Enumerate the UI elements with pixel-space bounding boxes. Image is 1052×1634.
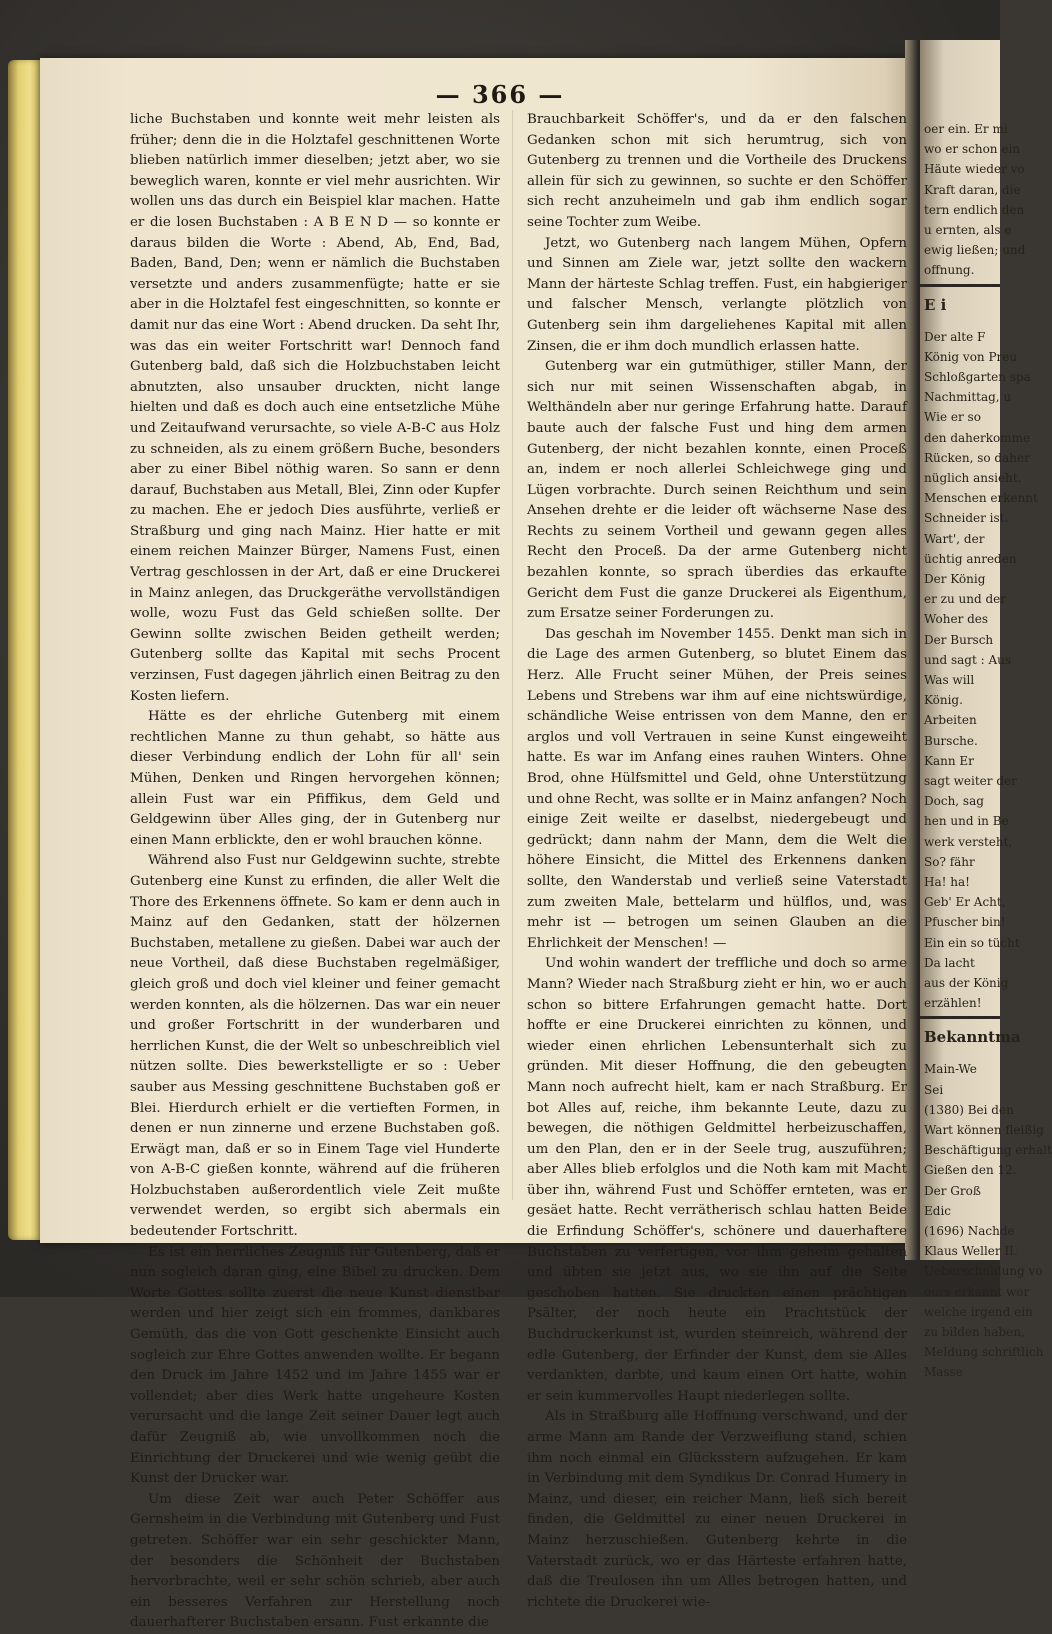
facing-page-line: offnung. <box>924 263 975 278</box>
facing-page-line: erzählen! <box>924 996 982 1011</box>
facing-page-line: Schloßgarten spa <box>924 370 1031 384</box>
facing-page-line: (1380) Bei den <box>924 1102 1014 1117</box>
column-divider <box>512 110 513 1200</box>
facing-page-line: Wie er so <box>924 410 981 425</box>
facing-page-line: werk versteht, <box>924 834 1013 849</box>
facing-page-line: Geb' Er Acht, <box>924 895 1006 910</box>
facing-page-line: Der alte F <box>924 329 986 344</box>
facing-page-line: Kann Er <box>924 753 974 768</box>
facing-page-line: Wart', der <box>924 531 985 546</box>
section-rule <box>920 284 1000 287</box>
facing-page-line: welche irgend ein <box>924 1304 1033 1319</box>
facing-page-line: Der König <box>924 572 986 586</box>
book-page-edges <box>8 60 44 1240</box>
facing-page-line: Klaus Weller II. <box>924 1244 1018 1259</box>
paragraph: Und wohin wandert der treffliche und doch so arme Mann? Wieder nach Straßburg zieht er hin, wo er auch schon so bittere Erfahrungen gemacht hatte. Dort hoffte er eine Druckerei einrichten zu können, und wieder einen ehrlichen Lebensunterhalt sich zu gründen. Mit dieser Hoffnung, die den gebeugten Mann noch aufrecht hielt, kam er nach Straßburg. Er bot Alles auf, reiche, ihm bekannte Leute, dazu zu bewegen, die nöthigen Geldmittel herbeizuschaffen, um den Plan, den er in der Seele trug, auszuführen; aber Alles blieb erfolglos und die Noth kam mit Macht über ihn, während Fust und Schöffer ernteten, was er gesäet hatte. Recht verrätherisch schlau hatten Beide die Erfindung Schöffer's, schönere und dauerhaftere Buchstaben zu verfertigen, vor ihm geheim gehalten und übten sie jetzt aus, wo sie ihn auf die Seite geschoben hatten. Sie druckten einen prächtigen Psälter, der noch heute ein Prachtstück der Buchdruckerkunst ist, wurden steinreich, während der edle Gutenberg, der Erfinder der Kunst, dem sie Alles verdankten, darbte, und kaum einen Ort hatte, wohin er sein kummervolles Haupt niederlegen sollte. <box>527 956 907 1404</box>
paragraph: Brauchbarkeit Schöffer's, und da er den falschen Gedanken schon mit sich herumtrug, sich von Gutenberg zu trennen und die Vortheile des Druckens allein für sich zu gewinnen, so suchte er den Schöffer sich recht anzuheimeln und gab ihm endlich sogar seine Tochter zum Weibe. <box>527 112 907 230</box>
facing-page-line: Menschen erkennt <box>924 491 1038 506</box>
facing-page-line: wo er schon ein <box>924 142 1021 157</box>
facing-page-line: Pfuscher bin! <box>924 915 1006 930</box>
facing-page-line: oer ein. Er mi <box>924 122 1008 136</box>
paragraph: liche Buchstaben und konnte weit mehr leisten als früher; denn die in die Holztafel geschnittenen Worte blieben natürlich immer dieselben; jetzt aber, wo sie beweglich waren, konnte er viel mehr ausrichten. Wir wollen uns das durch ein Beispiel klar machen. Hatte er die losen Buchstaben : A B E N D — so konnte er daraus bilden die Worte : Abend, Ab, End, Bad, Baden, Band, Den; wenn er nämlich die Buchstaben versetzte und anders zusammenfügte; hatte er sie aber in die Holztafel fest eingeschnitten, so konnte er damit nur das eine Wort : Abend drucken. Da seht Ihr, was das ein weiter Fortschritt war! Dennoch fand Gutenberg bald, daß sich die Holzbuchstaben leicht abnutzten, also unsauber druckten, nicht lange hielten und daß es doch auch eine entsetzliche Mühe und Zeitaufwand verursachte, so viele A-B-C aus Holz zu schneiden, als zu einem größern Buche, besonders aber zu einer Bibel nöthig waren. So sann er denn darauf, Buchstaben aus Metall, Blei, Zinn oder Kupfer zu machen. Ehe er jedoch Dies ausführte, verließ er Straßburg und ging nach Mainz. Hier hatte er mit einem reichen Mainzer Bürger, Namens Fust, einen Vertrag geschlossen in der Art, daß er eine Druckerei in Mainz anlegen, das Druckgeräthe vervollständigen wolle, wozu Fust das Geld schießen sollte. Der Gewinn sollte zwischen Beiden getheilt werden; Gutenberg sollte das Kapital mit sechs Procent verzinsen, Fust dagegen jährlich einen Beitrag zu den Kosten liefern. <box>130 112 500 704</box>
paragraph: Gutenberg war ein gutmüthiger, stiller Mann, der sich nur mit seinen Wissenschaften abgab, in Welthändeln aber nur geringe Erfahrung hatte. Darauf baute auch der falsche Fust und hing dem armen Gutenberg, der nicht bezahlen konnte, einen Proceß an, indem er noch allerlei Schleichwege ging und Lügen vorbrachte. Durch seinen Reichthum und sein Ansehen drehte er die leider oft wächserne Nase des Rechts zu seinem Vortheil und gewann gegen alles Recht den Proceß. Da der arme Gutenberg nicht bezahlen konnte, so sprach überdies das erkaufte Gericht dem Fust die ganze Druckerei als Eigenthum, zum Ersatze seiner Forderungen zu. <box>527 359 907 622</box>
facing-page-fragment <box>920 40 1052 1380</box>
facing-page-line: Ha! ha! <box>924 875 970 889</box>
facing-page-line: ewig ließen; und <box>924 243 1026 258</box>
facing-page-line: Häute wieder vo <box>924 162 1025 177</box>
facing-page-line: tern endlich den <box>924 202 1025 217</box>
facing-page-line: Doch, sag <box>924 794 984 809</box>
facing-page-line: Woher des <box>924 612 989 627</box>
facing-page-line: Der Groß <box>924 1183 981 1198</box>
facing-page-line: Meldung schriftlich <box>924 1345 1044 1360</box>
section-rule <box>920 1016 1000 1019</box>
facing-page-line: hen und in Be <box>924 814 1009 829</box>
facing-page-line: Was will <box>924 673 975 687</box>
facing-page-line: ours erkannt wor <box>924 1284 1030 1299</box>
facing-page-line: und sagt : Aus <box>924 652 1011 667</box>
paragraph: Während also Fust nur Geldgewinn suchte, strebte Gutenberg eine Kunst zu erfinden, die aller Welt die Thore des Erkennens öffnete. So kam er denn auch in Mainz auf den Gedanken, statt der hölzernen Buchstaben, metallene zu gießen. Dabei war auch der neue Vortheil, daß diese Buchstaben regelmäßiger, gleich groß und doch viel kleiner und feiner gemacht werden konnten, als die hölzernen. Das war ein neuer und großer Fortschritt in der wunderbaren und herrlichen Kunst, die der Welt so unbeschreiblich viel nützen sollte. Dies bewerkstelligte er so : Ueber sauber aus Messing geschnittene Buchstaben goß er Blei. Hierdurch erhielt er die vertieften Formen, in denen er nun zinnerne und erzene Buchstaben goß. Erwägt man, daß er so in Einem Tage viel Hunderte von A-B-C gießen konnte, während auf die früheren Holzbuchstaben außerordentlich viele Zeit mußte verwendet werden, so ergibt sich abermals ein bedeutender Fortschritt. <box>130 853 500 1240</box>
facing-page-line: aus der König <box>924 976 1009 990</box>
paragraph: Als in Straßburg alle Hoffnung verschwand, und der arme Mann am Rande der Verzweiflung stand, schien ihm noch einmal ein Glücksstern aufzugehen. Er kam in Verbindung mit dem Syndikus Dr. Conrad Humery in Mainz, und dieser, ein reicher Mann, ließ sich bereit finden, die Geldmittel zu einer neuen Druckerei in Mainz herzuschießen. Gutenberg kehrte in die Vaterstadt zurück, wo er das Härteste erfahren hatte, daß die Treulosen ihn um Alles betrogen hatten, und richtete die Druckerei wie- <box>527 1409 907 1610</box>
facing-page-line: den daherkomme <box>924 430 1031 445</box>
facing-page-line: sagt weiter der <box>924 774 1017 788</box>
facing-page-line: Masse <box>924 1365 963 1380</box>
facing-page-line: Bursche. <box>924 733 978 748</box>
facing-page-line: Schneider ist. <box>924 511 1009 526</box>
paragraph: Hätte es der ehrliche Gutenberg mit einem rechtlichen Manne zu thun gehabt, so hätte aus dieser Verbindung endlich der Lohn für all' sein Mühen, Denken und Ringen hervorgehen können; allein Fust war ein Pfiffikus, dem Geld und Geldgewinn über Alles ging, der in Gutenberg nur einen Mann erblickte, den er wohl brauchen könne. <box>130 709 500 848</box>
facing-page-line: Beschäftigung erhalt <box>924 1143 1052 1158</box>
paragraph: Jetzt, wo Gutenberg nach langem Mühen, Opfern und Sinnen am Ziele war, jetzt sollte den wackern Mann der härteste Schlag treffen. Fust, ein habgieriger und falscher Mensch, verlangte plötzlich von Gutenberg sein ihm dargeliehenes Kapital mit allen Zinsen, die er ihm doch mundlich erlassen hatte. <box>527 235 907 354</box>
right-text-column <box>527 110 907 1613</box>
facing-page-line: nüglich ansieht. <box>924 471 1022 485</box>
facing-page-line: u ernten, als e <box>924 223 1012 237</box>
facing-page-line: König von Preu <box>924 349 1018 364</box>
page-number: — 366 — <box>435 80 565 109</box>
facing-page-line: Der Bursch <box>924 632 994 647</box>
facing-page-line: E i <box>924 295 947 314</box>
facing-page-line: er zu und der <box>924 592 1006 607</box>
facing-page-line: (1696) Nachde <box>924 1224 1015 1238</box>
facing-page-line: Sei <box>924 1082 944 1097</box>
facing-page-line: üchtig anreden <box>924 551 1017 566</box>
paragraph: Es ist ein herrliches Zeugniß für Gutenberg, daß er nun sogleich daran ging, eine Bibel zu drucken. Dem Worte Gottes sollte zuerst die neue Kunst dienstbar werden und hier zeigt sich ein frommes, dankbares Gemüth, das die von Gott geschenkte Einsicht auch sogleich zur Ehre Gottes anwenden wollte. Er begann den Druck im Jahre 1452 und im Jahre 1455 war er vollendet; aber dies Werk hatte ungeheure Kosten verursacht und die lange Zeit seiner Dauer legt auch dafür Zeugniß ab, wie unvollkommen noch die Einrichtung der Druckerei und wie wenig geübt die Kunst der Drucker war. <box>130 1244 500 1487</box>
paragraph: Das geschah im November 1455. Denkt man sich in die Lage des armen Gutenberg, so blutet Einem das Herz. Alle Frucht seiner Mühen, der Preis seines Lebens und Strebens war ihm auf eine nichtswürdige, schändliche Weise entrissen von dem Manne, den er arglos und voll Vertrauen in seine Kunst eingeweiht hatte. Es war im Anfang eines rauhen Winters. Ohne Brod, ohne Hülfsmittel und Geld, ohne Unterstützung und ohne Recht, was sollte er in Mainz anfangen? Noch einige Zeit weilte er daselbst, niedergebeugt und gedrückt; dann nahm der Mann, dem die Welt die höhere Einsicht, die Mittel des Erkennens danken sollte, den Wanderstab und verließ seine Vaterstadt zum zweiten Male, bettelarm und hülflos, und, was mehr ist — betrogen um seinen Glauben an die Ehrlichkeit der Menschen! — <box>527 626 907 951</box>
facing-page-line: zu bilden haben, <box>924 1325 1025 1339</box>
paragraph: Um diese Zeit war auch Peter Schöffer aus Gernsheim in die Verbindung mit Gutenberg und Fust getreten. Schöffer war ein sehr geschickter Mann, der besonders die Schönheit der Buchstaben hervorbrachte, weil er sehr schön schrieb, aber auch ein besseres Verfahren zur Herstellung noch dauerhafterer Buchstaben ersann. Fust erkannte die <box>130 1491 500 1631</box>
facing-page-line: Ueberschuldung vo <box>924 1264 1043 1279</box>
facing-page-line: Arbeiten <box>924 713 977 728</box>
facing-page-line: Rücken, so daher <box>924 450 1030 465</box>
facing-page-line: Bekanntma <box>924 1028 1021 1047</box>
facing-page-line: So? fähr <box>924 854 975 869</box>
facing-page-line: Nachmittag, u <box>924 390 1012 405</box>
facing-page-line: König. <box>924 693 963 708</box>
facing-page-line: Kraft daran, die <box>924 182 1021 197</box>
facing-page-line: Gießen den 12. <box>924 1163 1017 1178</box>
facing-page-line: Wart können fleißig <box>924 1123 1044 1137</box>
facing-page-line: Da lacht <box>924 955 975 970</box>
facing-page-line: Main-We <box>924 1062 977 1077</box>
facing-page-line: Ein ein so tücht <box>924 935 1020 950</box>
facing-page-line: Edic <box>924 1203 951 1218</box>
left-text-column <box>130 110 500 1634</box>
